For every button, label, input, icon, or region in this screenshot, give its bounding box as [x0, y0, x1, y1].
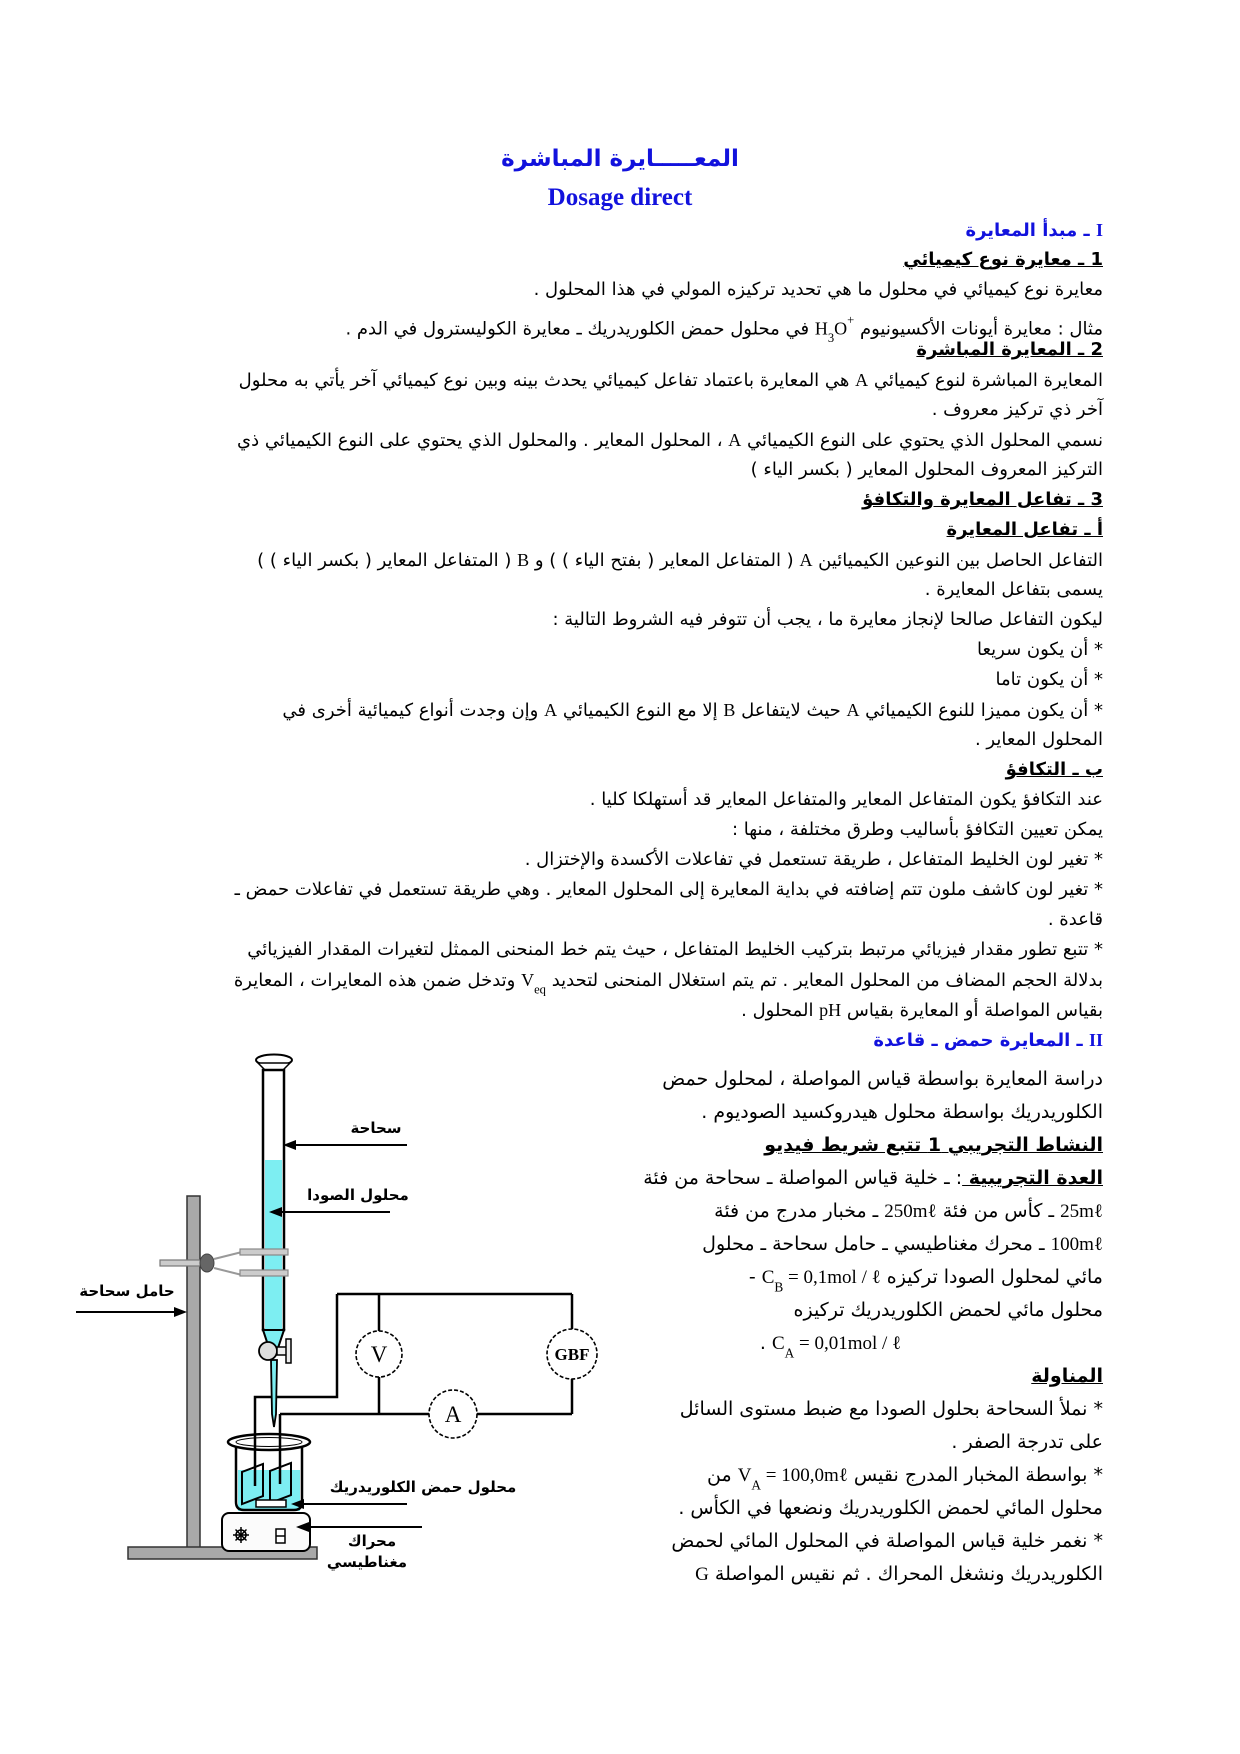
text-segment: وإن وجدت أنواع كيميائية أخرى في — [282, 700, 545, 721]
main-text-block — [128, 215, 1103, 1055]
text-segment: V — [521, 970, 535, 990]
text-segment: C — [771, 1333, 785, 1354]
text-segment: A — [855, 370, 869, 390]
doc-line-19 — [128, 755, 1103, 785]
burette-label: سحاحة — [350, 1119, 402, 1137]
text-segment: I — [1095, 220, 1103, 240]
doc-line-1 — [128, 215, 1103, 245]
text-segment: B — [517, 550, 530, 570]
doc-line-24 — [128, 905, 1103, 935]
text-segment: 100mℓ — [1050, 1234, 1103, 1255]
doc-line-3 — [128, 275, 1103, 305]
text-segment: يسمى بتفاعل المعايرة . — [924, 579, 1103, 600]
acid-solution-label: محلول حمض الكلوريدريك — [329, 1478, 517, 1496]
text-segment: ، المحلول المعاير . والمحلول الذي يحتوي على النوع الكيميائي ذي — [237, 430, 729, 451]
text-segment: آخر ذي تركيز معروف . — [931, 399, 1103, 420]
text-segment: 3 — [827, 331, 835, 345]
text-segment: المعايرة المباشرة لنوع كيميائي — [868, 370, 1103, 391]
text-segment: هي المعايرة باعتماد تفاعل كيميائي يحدث بينه وبين نوع كيميائي آخر يأتي به محلول — [238, 370, 856, 391]
text-segment: 1 ـ معايرة نوع كيميائي — [903, 249, 1103, 270]
text-segment: ـ مبدأ المعايرة — [965, 220, 1096, 241]
magnetic-stirrer-box — [222, 1513, 310, 1551]
stirrer-label-line1: محراك — [347, 1532, 397, 1550]
stand-holder-label: حامل سحاحة — [79, 1282, 175, 1300]
beaker-rim — [228, 1434, 310, 1450]
text-segment: * أن يكون مميزا للنوع الكيميائي — [859, 700, 1103, 721]
doc-line-14 — [128, 605, 1103, 635]
text-segment: + — [847, 313, 855, 327]
text-segment: * بواسطة المخبار المدرج نقيس — [847, 1464, 1103, 1486]
doc-line-2 — [128, 245, 1103, 275]
text-segment: ب ـ التكافؤ — [1005, 759, 1103, 780]
text-segment: العدة التجريبية — [962, 1167, 1103, 1189]
stir-bar — [256, 1500, 286, 1507]
col-line-3 — [558, 1129, 1103, 1162]
stirrer-label-line2: مغناطيسي — [326, 1553, 408, 1571]
text-segment: * أن يكون تاما — [995, 669, 1103, 690]
col-line-7 — [558, 1261, 1103, 1294]
text-segment: التفاعل الحاصل بين النوعين الكيميائين — [812, 550, 1103, 571]
text-segment: * أن يكون سريعا — [976, 639, 1103, 660]
text-segment: * نملأ السحاحة بحلول الصودا مع ضبط مستوى السائل — [679, 1398, 1103, 1420]
text-segment: وتدخل ضمن هذه المعايرات ، المعايرة — [233, 970, 522, 991]
text-segment: A — [544, 700, 558, 720]
stand-holder-arrow — [76, 1307, 187, 1317]
text-segment: معايرة نوع كيميائي في محلول ما هي تحديد تركيزه المولي في هذا المحلول . — [533, 279, 1103, 300]
text-segment: O — [834, 318, 848, 339]
text-segment: بقياس المواصلة أو المعايرة بقياس — [841, 1000, 1103, 1021]
doc-line-7 — [128, 395, 1103, 425]
text-segment: في محلول حمض الكلوريدريك ـ معايرة الكوليسترول في الدم . — [345, 318, 815, 340]
col-line-13 — [558, 1459, 1103, 1492]
col-line-14 — [558, 1492, 1103, 1525]
doc-line-15 — [128, 635, 1103, 665]
burette-tip — [271, 1360, 277, 1427]
text-segment: 2 ـ المعايرة المباشرة — [916, 339, 1103, 360]
text-segment: * تغير لون الخليط المتفاعل ، طريقة تستعمل في تفاعلات الأكسدة والإختزال . — [524, 849, 1103, 870]
text-segment: محلول مائي لحمض الكلوريدريك تركيزه — [793, 1299, 1103, 1321]
text-segment: على تدرجة الصفر . — [951, 1431, 1103, 1453]
doc-line-6 — [128, 365, 1103, 395]
text-segment: * نغمر خلية قياس المواصلة في المحلول المائي لحمض — [671, 1530, 1103, 1552]
text-segment: ـ المعايرة حمض ـ قاعدة — [873, 1030, 1089, 1051]
text-segment: - — [748, 1266, 762, 1288]
soda-solution-liquid — [265, 1160, 282, 1329]
text-segment: pH — [819, 1000, 842, 1020]
text-segment: قاعدة . — [1047, 909, 1103, 930]
stirrer-switch — [276, 1529, 285, 1543]
text-segment: = 100,0mℓ — [761, 1465, 848, 1486]
doc-line-11 — [128, 515, 1103, 545]
doc-line-23 — [128, 875, 1103, 905]
doc-line-22 — [128, 845, 1103, 875]
text-segment: الكلوريدريك بواسطة محلول هيدروكسيد الصوديوم . — [701, 1101, 1103, 1123]
text-segment: الكلوريدريك ونشغل المحراك . ثم نقيس المواصلة — [708, 1563, 1103, 1585]
col-line-2 — [558, 1096, 1103, 1129]
col-line-11 — [558, 1393, 1103, 1426]
text-segment: 3 ـ تفاعل المعايرة والتكافؤ — [862, 489, 1103, 510]
doc-line-4 — [128, 305, 1103, 345]
text-segment: مثال : معايرة أيونات الأكسيونيوم — [854, 318, 1103, 340]
doc-line-12 — [128, 545, 1103, 575]
text-segment: ـ محرك مغناطيسي ـ حامل سحاحة ـ محلول — [702, 1233, 1051, 1255]
col-line-9 — [558, 1327, 1103, 1360]
voltmeter-label: V — [370, 1342, 388, 1367]
text-segment: A — [799, 550, 813, 570]
text-segment: : ـ خلية قياس المواصلة ـ سحاحة من فئة — [643, 1167, 963, 1189]
text-segment: = 0,1mol / ℓ — [783, 1267, 881, 1288]
text-segment: B — [774, 1279, 784, 1295]
text-segment: eq — [534, 982, 546, 997]
doc-line-10 — [128, 485, 1103, 515]
text-segment: يمكن تعيين التكافؤ بأساليب وطرق مختلفة ، منها : — [731, 819, 1103, 840]
text-segment: B — [723, 700, 736, 720]
text-segment: . — [759, 1332, 772, 1354]
generator-label: GBF — [554, 1345, 590, 1364]
text-segment: * تتبع تطور مقدار فيزيائي مرتبط بتركيب الخليط المتفاعل ، حيث يتم خط المنحنى الممثل لتغيرات المقدار الفيزيائي — [247, 939, 1103, 960]
col-line-16 — [558, 1558, 1103, 1591]
col-line-12 — [558, 1426, 1103, 1459]
titration-diagram — [50, 1048, 600, 1593]
text-segment: C — [761, 1267, 775, 1288]
text-segment: المحلول المعاير . — [974, 729, 1103, 750]
text-segment: A — [751, 1477, 762, 1493]
text-segment: النشاط التجريبي 1 تتبع شريط فيديو — [764, 1134, 1103, 1156]
text-segment: أ ـ تفاعل المعايرة — [946, 519, 1103, 540]
text-segment: ـ مخبار مدرج من فئة — [714, 1200, 885, 1222]
soda-solution-label: محلول الصودا — [307, 1186, 409, 1204]
doc-line-20 — [128, 785, 1103, 815]
text-segment: 250mℓ — [884, 1201, 937, 1222]
doc-line-21 — [128, 815, 1103, 845]
text-segment: حيث لايتفاعل — [735, 700, 847, 721]
page-title-arabic: المعـــــايرة المباشرة — [501, 146, 739, 172]
page-title-french: Dosage direct — [547, 184, 693, 211]
doc-line-25 — [128, 935, 1103, 965]
text-segment: 25mℓ — [1060, 1201, 1103, 1222]
text-segment: التركيز المعروف المحلول المعاير ( بكسر الياء ) — [750, 459, 1103, 480]
text-segment: = 0,01mol / ℓ — [794, 1333, 902, 1354]
doc-line-17 — [128, 695, 1103, 725]
doc-line-18 — [128, 725, 1103, 755]
burette-arrow — [283, 1140, 407, 1150]
doc-line-9 — [128, 455, 1103, 485]
text-segment: من — [707, 1464, 738, 1486]
doc-line-26 — [128, 965, 1103, 995]
col-line-10 — [558, 1360, 1103, 1393]
ammeter-label: A — [444, 1402, 462, 1427]
text-segment: A — [728, 430, 742, 450]
text-segment: عند التكافؤ يكون المتفاعل المعاير والمتفاعل المعاير قد أستهلكا كليا . — [589, 789, 1103, 810]
soda-solution-arrow — [269, 1207, 390, 1217]
col-line-5 — [558, 1195, 1103, 1228]
text-segment: إلا مع النوع الكيميائي — [557, 700, 724, 721]
doc-line-16 — [128, 665, 1103, 695]
text-segment: A — [784, 1345, 795, 1361]
titration-apparatus-figure — [50, 1048, 600, 1593]
text-segment: V — [737, 1465, 752, 1486]
stirrer-arrow — [296, 1522, 422, 1532]
text-segment: H — [814, 318, 828, 339]
doc-line-13 — [128, 575, 1103, 605]
col-line-8 — [558, 1294, 1103, 1327]
stopcock-handle — [286, 1339, 291, 1363]
col-line-6 — [558, 1228, 1103, 1261]
burette — [256, 1055, 292, 1428]
acid-solution-arrow — [291, 1499, 407, 1509]
doc-line-8 — [128, 425, 1103, 455]
text-segment: بدلالة الحجم المضاف من المحلول المعاير . تم يتم استغلال المنحنى لتحديد — [545, 970, 1103, 991]
text-segment: A — [846, 700, 860, 720]
text-segment: المحلول . — [741, 1000, 820, 1021]
doc-line-27 — [128, 995, 1103, 1025]
stand-bar — [187, 1196, 200, 1550]
text-segment: ( المتفاعل المعاير ( بفتح الياء ) ) و — [529, 550, 800, 571]
text-segment: نسمي المحلول الذي يحتوي على النوع الكيميائي — [741, 430, 1103, 451]
text-segment: المناولة — [1031, 1365, 1103, 1387]
text-segment: II — [1088, 1030, 1103, 1050]
text-segment: مائي لمحلول الصودا تركيزه — [880, 1266, 1103, 1288]
text-segment: دراسة المعايرة بواسطة قياس المواصلة ، لمحلول حمض — [662, 1068, 1103, 1090]
right-column-text-block — [558, 1063, 1103, 1591]
col-line-1 — [558, 1063, 1103, 1096]
text-segment: ليكون التفاعل صالحا لإنجاز معايرة ما ، يجب أن تتوفر فيه الشروط التالية : — [552, 609, 1103, 630]
text-segment: G — [695, 1564, 709, 1585]
text-segment: محلول المائي لحمض الكلوريدريك ونضعها في الكأس . — [678, 1497, 1103, 1519]
col-line-15 — [558, 1525, 1103, 1558]
col-line-4 — [558, 1162, 1103, 1195]
text-segment: ـ كأس من فئة — [936, 1200, 1061, 1222]
text-segment: * تغير لون كاشف ملون تتم إضافته في بداية المعايرة إلى المحلول المعاير . وهي طريقة تستعمل في تفاعلات حمض ـ — [234, 879, 1103, 900]
stopcock-valve — [259, 1342, 277, 1360]
text-segment: ( المتفاعل المعاير ( بكسر الياء ) ) — [257, 550, 518, 571]
